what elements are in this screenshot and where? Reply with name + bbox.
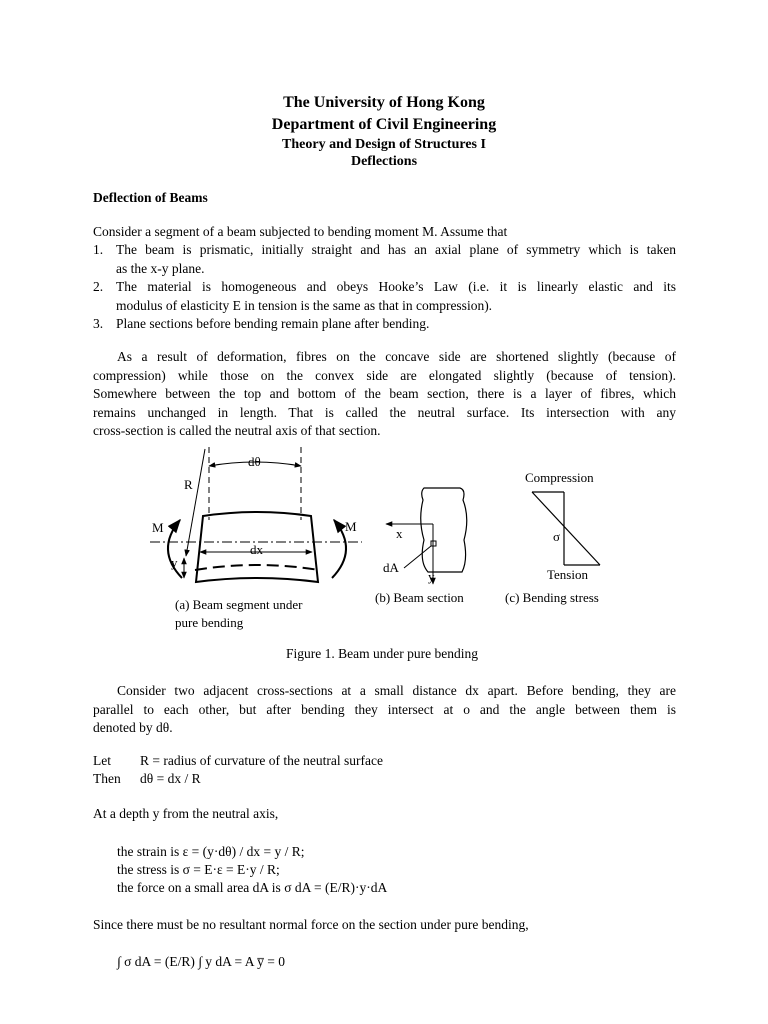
moment-left-label: M bbox=[152, 520, 164, 535]
let-expression: R = radius of curvature of the neutral surface bbox=[140, 753, 384, 768]
assumption-line: Plane sections before bending remain plane after bending. bbox=[116, 316, 430, 331]
tension-label: Tension bbox=[547, 567, 588, 582]
assumption-number: 1. bbox=[93, 242, 104, 257]
neutral-axis-line bbox=[195, 565, 319, 570]
beam-segment-diagram bbox=[150, 447, 362, 630]
paragraph-line: remains unchanged in length. That is called the neutral surface. Its intersection with any bbox=[93, 404, 676, 420]
caption-c: (c) Bending stress bbox=[505, 590, 599, 605]
then-expression: dθ = dx / R bbox=[140, 771, 201, 786]
university-title: The University of Hong Kong bbox=[283, 94, 485, 111]
sigma-label: σ bbox=[553, 529, 561, 544]
paragraph-line: denoted by dθ. bbox=[93, 720, 173, 735]
assumption-number: 2. bbox=[93, 279, 104, 294]
assumption-number: 3. bbox=[93, 316, 104, 331]
equation-stress: the stress is σ = E·ε = E·y / R; bbox=[117, 862, 280, 877]
course-title: Theory and Design of Structures I bbox=[282, 137, 486, 152]
resultant-force-text: Since there must be no resultant normal force on the section under pure bending, bbox=[93, 917, 529, 932]
area-leader-line bbox=[404, 546, 431, 568]
caption-b: (b) Beam section bbox=[375, 590, 464, 605]
moment-right-label: M bbox=[345, 519, 357, 534]
paragraph-line: parallel to each other, but after bending they intersect at o and the angle between them is bbox=[93, 701, 676, 717]
x-axis-label: x bbox=[396, 526, 403, 541]
assumption-line: The material is homogeneous and obeys Hooke’s Law (i.e. it is linearly elastic and its bbox=[116, 279, 676, 294]
figure-title: Figure 1. Beam under pure bending bbox=[286, 646, 478, 661]
area-label: dA bbox=[383, 560, 399, 575]
depth-y-label: y bbox=[171, 555, 178, 570]
moment-right-arrow bbox=[332, 520, 346, 578]
then-word: Then bbox=[93, 771, 121, 786]
bending-stress-diagram bbox=[505, 470, 600, 605]
dx-label: dx bbox=[250, 542, 263, 557]
radius-arrow bbox=[186, 449, 205, 556]
assumption-line: modulus of elasticity E in tension is the same as that in compression). bbox=[116, 297, 493, 313]
integral-equation: ∫ σ dA = (E/R) ∫ y dA = A y̅ = 0 bbox=[117, 954, 286, 969]
section-outline bbox=[421, 488, 467, 572]
paragraph-line: Consider two adjacent cross-sections at a small distance dx apart. Before bending, they are bbox=[117, 683, 676, 698]
y-axis-label: y bbox=[428, 569, 435, 584]
paragraph-adjacent-sections bbox=[93, 682, 676, 738]
radius-label: R bbox=[184, 477, 193, 492]
paragraph-line: cross-section is called the neutral axis of that section. bbox=[93, 423, 381, 438]
paragraph-line: compression) while those on the convex side are elongated slightly (because of tension). bbox=[93, 367, 676, 383]
equation-force: the force on a small area dA is σ dA = (E/R)·y·dA bbox=[117, 880, 388, 895]
caption-a-line2: pure bending bbox=[175, 615, 244, 630]
dtheta-label: dθ bbox=[248, 454, 261, 469]
assumption-line: The beam is prismatic, initially straight and has an axial plane of symmetry which is taken bbox=[116, 242, 676, 257]
paragraph-line: As a result of deformation, fibres on the concave side are shortened slightly (because of bbox=[117, 349, 676, 364]
let-word: Let bbox=[93, 753, 111, 768]
assumption-line: as the x-y plane. bbox=[116, 260, 205, 276]
compression-label: Compression bbox=[525, 470, 594, 485]
intro-text: Consider a segment of a beam subjected to bending moment M. Assume that bbox=[93, 224, 508, 239]
depth-intro: At a depth y from the neutral axis, bbox=[93, 806, 279, 821]
equation-strain: the strain is ε = (y·dθ) / dx = y / R; bbox=[117, 844, 305, 859]
section-title: Deflection of Beams bbox=[93, 190, 208, 205]
paragraph-line: Somewhere between the top and bottom of the beam section, there is a layer of fibres, which bbox=[93, 386, 676, 401]
caption-a-line1: (a) Beam segment under bbox=[175, 597, 303, 612]
beam-section-diagram bbox=[375, 488, 467, 605]
stress-distribution-line bbox=[532, 492, 600, 565]
topic-title: Deflections bbox=[350, 154, 418, 169]
department-title: Department of Civil Engineering bbox=[271, 116, 497, 133]
